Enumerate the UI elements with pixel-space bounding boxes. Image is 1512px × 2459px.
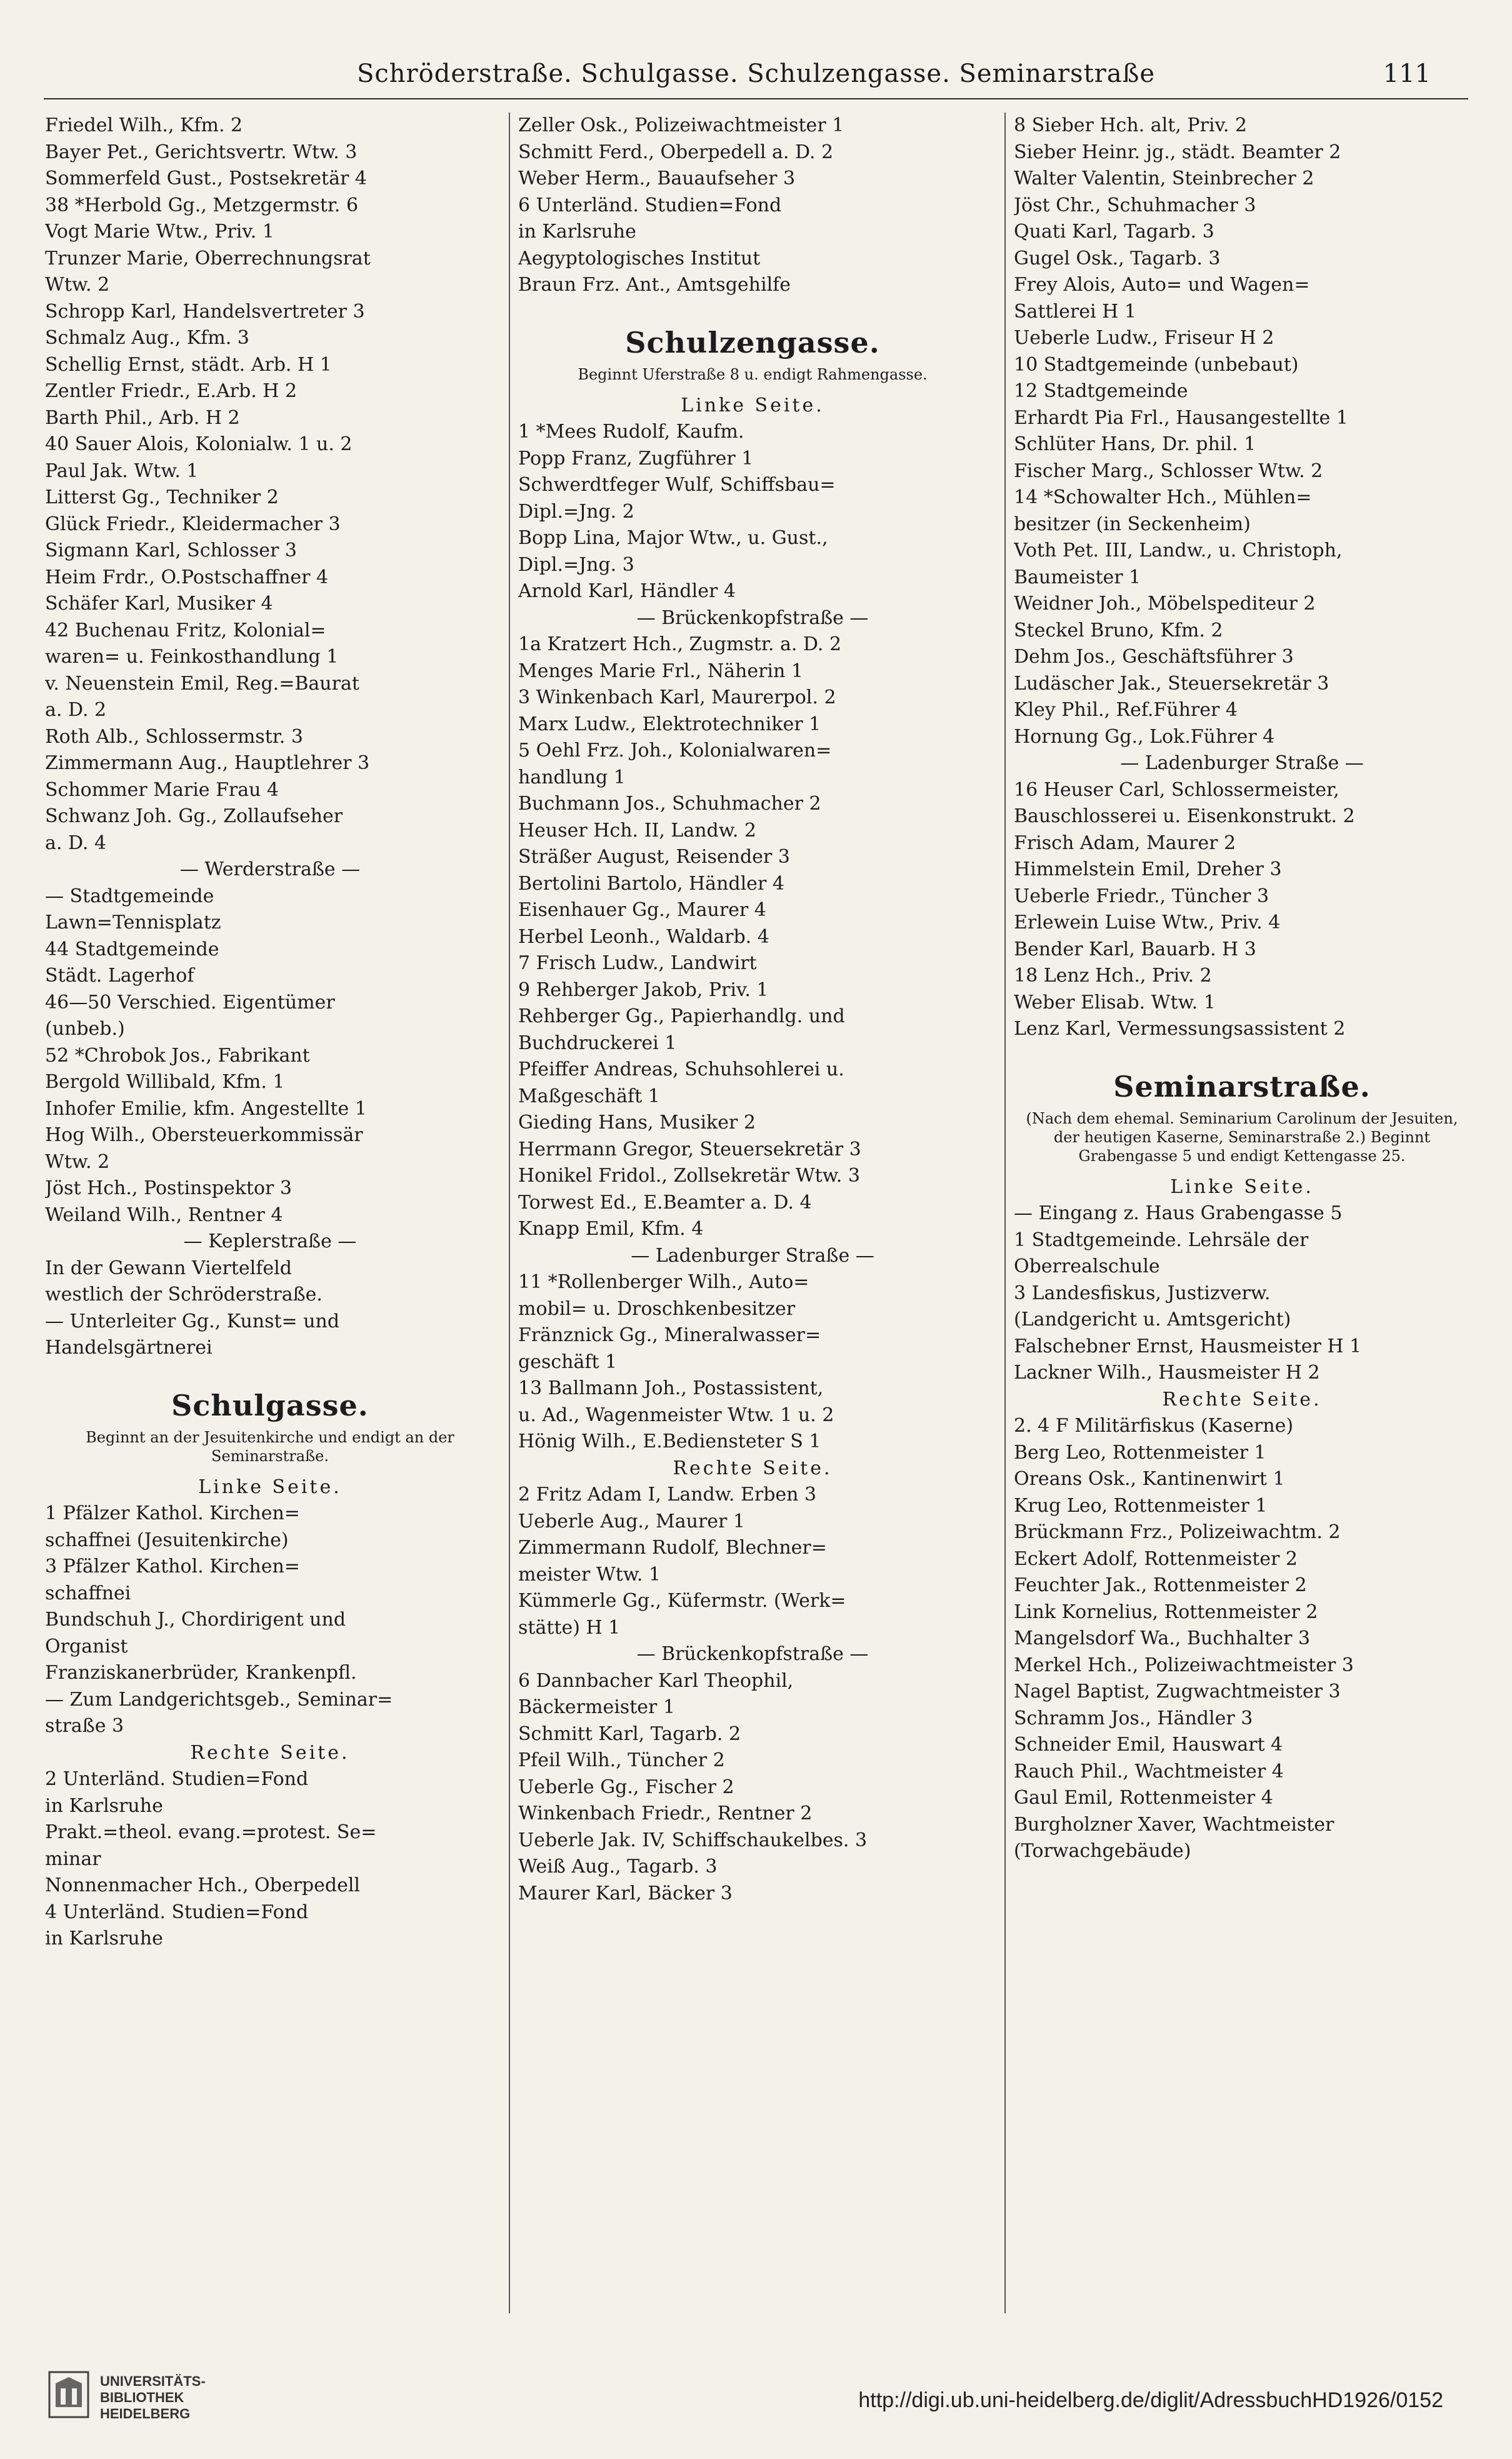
- directory-entry: Winkenbach Friedr., Rentner 2: [518, 1803, 813, 1824]
- directory-entry: Pfeil Wilh., Tüncher 2: [518, 1749, 725, 1771]
- directory-entry: straße 3: [45, 1715, 124, 1737]
- directory-entry: Nagel Baptist, Zugwachtmeister 3: [1014, 1681, 1341, 1702]
- directory-entry: Sigmann Karl, Schlosser 3: [45, 540, 298, 561]
- directory-entry: Ueberle Aug., Maurer 1: [518, 1510, 746, 1532]
- directory-entry: Torwest Ed., E.Beamter a. D. 4: [518, 1191, 812, 1214]
- directory-entry: minar: [45, 1848, 101, 1870]
- directory-entry: Zeller Osk., Polizeiwachtmeister 1: [518, 114, 844, 136]
- directory-entry: — Eingang z. Haus Grabengasse 5: [1014, 1202, 1343, 1224]
- directory-entry: 1 Pfälzer Kathol. Kirchen=: [45, 1502, 300, 1524]
- directory-entry: 6 Dannbacher Karl Theophil,: [518, 1669, 794, 1692]
- directory-entry: Buchdruckerei 1: [518, 1032, 677, 1054]
- street-heading: Schulgasse.: [171, 1388, 369, 1422]
- directory-entry: Bundschuh J., Chordirigent und: [45, 1609, 346, 1631]
- page-header: [0, 59, 1512, 97]
- directory-entry: Erlewein Luise Wtw., Priv. 4: [1014, 912, 1281, 933]
- directory-entry: Inhofer Emilie, kfm. Angestellte 1: [45, 1097, 367, 1120]
- directory-entry: Vogt Marie Wtw., Priv. 1: [45, 221, 274, 243]
- directory-entry: 14 *Schowalter Hch., Mühlen=: [1014, 486, 1312, 508]
- side-label: Linke Seite.: [681, 394, 824, 416]
- directory-entry: Sommerfeld Gust., Postsekretär 4: [45, 168, 367, 189]
- directory-entry: 46—50 Verschied. Eigentümer: [45, 991, 335, 1013]
- column-2: [518, 113, 987, 2313]
- directory-entry: Fränznick Gg., Mineralwasser=: [518, 1324, 821, 1346]
- directory-entry: 2 Unterländ. Studien=Fond: [45, 1768, 309, 1790]
- directory-entry: 12 Stadtgemeinde: [1014, 380, 1188, 402]
- directory-entry: in Karlsruhe: [518, 221, 636, 243]
- directory-entry: 1 *Mees Rudolf, Kaufm.: [518, 421, 744, 443]
- directory-entry: Friedel Wilh., Kfm. 2: [45, 114, 243, 136]
- directory-entry: Maßgeschäft 1: [518, 1085, 660, 1107]
- cross-street: — Ladenburger Straße —: [631, 1244, 874, 1267]
- directory-entry: 3 Landesfiskus, Justizverw.: [1014, 1282, 1271, 1304]
- directory-entry: Kümmerle Gg., Küfermstr. (Werk=: [518, 1590, 846, 1612]
- directory-entry: 1a Kratzert Hch., Zugmstr. a. D. 2: [518, 633, 842, 655]
- cross-street: — Werderstraße —: [179, 858, 361, 880]
- library-name-line: UNIVERSITÄTS-: [100, 2373, 206, 2389]
- directory-entry: Krug Leo, Rottenmeister 1: [1014, 1494, 1268, 1517]
- directory-entry: Mangelsdorf Wa., Buchhalter 3: [1014, 1627, 1310, 1649]
- directory-entry: Weber Herm., Bauaufseher 3: [518, 168, 796, 189]
- directory-entry: Schramm Jos., Händler 3: [1014, 1707, 1253, 1729]
- library-logo-icon: [47, 2370, 91, 2420]
- directory-entry: Knapp Emil, Kfm. 4: [518, 1218, 704, 1240]
- directory-entry: handlung 1: [518, 766, 626, 788]
- directory-entry: Schellig Ernst, städt. Arb. H 1: [45, 353, 332, 376]
- directory-entry: waren= u. Feinkosthandlung 1: [45, 646, 339, 668]
- directory-entry: — Zum Landgerichtsgeb., Seminar=: [45, 1688, 393, 1711]
- directory-entry: Falschebner Ernst, Hausmeister H 1: [1014, 1335, 1362, 1357]
- directory-entry: Ueberle Friedr., Tüncher 3: [1014, 885, 1269, 907]
- directory-entry: Wtw. 2: [45, 1150, 110, 1173]
- directory-entry: (unbeb.): [45, 1018, 125, 1040]
- directory-entry: 10 Stadtgemeinde (unbebaut): [1014, 353, 1299, 376]
- directory-entry: Oberrealschule: [1014, 1255, 1160, 1277]
- directory-entry: Schneider Emil, Hauswart 4: [1014, 1734, 1283, 1756]
- street-note: Beginnt Uferstraße 8 u. endigt Rahmengasse.: [578, 365, 928, 383]
- directory-entry: Wtw. 2: [45, 274, 110, 296]
- directory-entry: Roth Alb., Schlossermstr. 3: [45, 725, 303, 748]
- directory-entry: Steckel Bruno, Kfm. 2: [1014, 619, 1223, 641]
- directory-entry: Himmelstein Emil, Dreher 3: [1014, 858, 1282, 880]
- directory-entry: Schropp Karl, Handelsvertreter 3: [45, 300, 365, 323]
- directory-entry: Sträßer August, Reisender 3: [518, 846, 790, 868]
- directory-entry: Bergold Willibald, Kfm. 1: [45, 1071, 285, 1093]
- directory-entry: 40 Sauer Alois, Kolonialw. 1 u. 2: [45, 433, 353, 455]
- street-note: Beginnt an der Jesuitenkirche und endigt an der Seminarstraße.: [86, 1428, 454, 1465]
- directory-entry: Organist: [45, 1635, 128, 1657]
- directory-entry: Rehberger Gg., Papierhandlg. und: [518, 1005, 845, 1027]
- directory-entry: meister Wtw. 1: [518, 1563, 661, 1586]
- directory-entry: 7 Frisch Ludw., Landwirt: [518, 952, 757, 974]
- directory-entry: Hog Wilh., Obersteuerkommissär: [45, 1124, 363, 1146]
- directory-entry: Litterst Gg., Techniker 2: [45, 486, 279, 508]
- directory-entry: 8 Sieber Hch. alt, Priv. 2: [1014, 114, 1247, 136]
- directory-entry: Marx Ludw., Elektrotechniker 1: [518, 713, 821, 735]
- directory-entry: 18 Lenz Hch., Priv. 2: [1014, 965, 1212, 987]
- directory-entry: Gaul Emil, Rottenmeister 4: [1014, 1787, 1273, 1809]
- directory-entry: — Stadtgemeinde: [45, 885, 214, 907]
- directory-entry: a. D. 4: [45, 832, 107, 854]
- directory-entry: Bauschlosserei u. Eisenkonstrukt. 2: [1014, 805, 1355, 827]
- directory-entry: Lawn=Tennisplatz: [45, 912, 221, 933]
- side-label: Linke Seite.: [198, 1476, 342, 1498]
- directory-entry: Honikel Fridol., Zollsekretär Wtw. 3: [518, 1165, 860, 1187]
- directory-entry: Herrmann Gregor, Steuersekretär 3: [518, 1138, 861, 1160]
- library-name-line: HEIDELBERG: [100, 2406, 191, 2421]
- directory-entry: Ueberle Gg., Fischer 2: [518, 1776, 734, 1798]
- directory-entry: stätte) H 1: [518, 1616, 621, 1639]
- street-heading: Schulzengasse.: [625, 325, 880, 360]
- directory-entry: 3 Winkenbach Karl, Maurerpol. 2: [518, 686, 836, 708]
- directory-entry: Sieber Heinr. jg., städt. Beamter 2: [1014, 141, 1341, 163]
- directory-entry: 13 Ballmann Joh., Postassistent,: [518, 1377, 824, 1399]
- directory-entry: Oreans Osk., Kantinenwirt 1: [1014, 1468, 1285, 1490]
- directory-entry: Heim Frdr., O.Postschaffner 4: [45, 566, 329, 588]
- directory-entry: Zimmermann Aug., Hauptlehrer 3: [45, 752, 370, 774]
- directory-entry: 2. 4 F Militärfiskus (Kaserne): [1014, 1415, 1294, 1437]
- directory-entry: Quati Karl, Tagarb. 3: [1014, 221, 1214, 243]
- directory-entry: Pfeiffer Andreas, Schuhsohlerei u.: [518, 1059, 844, 1080]
- directory-entry: Merkel Hch., Polizeiwachtmeister 3: [1014, 1654, 1354, 1676]
- directory-entry: Eisenhauer Gg., Maurer 4: [518, 899, 766, 921]
- directory-entry: Hönig Wilh., E.Bediensteter S 1: [518, 1431, 821, 1452]
- directory-entry: Lackner Wilh., Hausmeister H 2: [1014, 1362, 1320, 1384]
- directory-entry: 2 Fritz Adam I, Landw. Erben 3: [518, 1484, 817, 1506]
- directory-entry: Glück Friedr., Kleidermacher 3: [45, 513, 341, 535]
- directory-entry: Erhardt Pia Frl., Hausangestellte 1: [1014, 406, 1348, 429]
- directory-entry: Link Kornelius, Rottenmeister 2: [1014, 1601, 1318, 1623]
- directory-entry: Bopp Lina, Major Wtw., u. Gust.,: [518, 527, 828, 549]
- directory-entry: besitzer (in Seckenheim): [1014, 513, 1251, 535]
- directory-entry: Fischer Marg., Schlosser Wtw. 2: [1014, 460, 1323, 482]
- directory-entry: schaffnei (Jesuitenkirche): [45, 1529, 289, 1551]
- directory-entry: Schäfer Karl, Musiker 4: [45, 593, 273, 615]
- directory-entry: Berg Leo, Rottenmeister 1: [1014, 1441, 1266, 1464]
- library-name-line: BIBLIOTHEK: [100, 2390, 184, 2405]
- directory-entry: Heuser Hch. II, Landw. 2: [518, 819, 757, 842]
- directory-entry: Weidner Joh., Möbelspediteur 2: [1014, 593, 1316, 615]
- directory-entry: 11 *Rollenberger Wilh., Auto=: [518, 1271, 809, 1293]
- directory-entry: Dipl.=Jng. 2: [518, 500, 634, 523]
- column-divider: [509, 113, 510, 2313]
- directory-entry: schaffnei: [45, 1582, 131, 1604]
- directory-entry: Prakt.=theol. evang.=protest. Se=: [45, 1821, 377, 1843]
- cross-street: — Brückenkopfstraße —: [636, 606, 869, 629]
- directory-entry: Walter Valentin, Steinbrecher 2: [1014, 168, 1314, 189]
- directory-entry: Arnold Karl, Händler 4: [518, 580, 736, 602]
- directory-entry: Menges Marie Frl., Näherin 1: [518, 660, 803, 682]
- directory-entry: Ueberle Jak. IV, Schiffschaukelbes. 3: [518, 1829, 868, 1851]
- directory-entry: Schmitt Ferd., Oberpedell a. D. 2: [518, 141, 834, 163]
- directory-entry: Franziskanerbrüder, Krankenpfl.: [45, 1662, 357, 1684]
- street-note: (Nach dem ehemal. Seminarium Carolinum der Jesuiten, der heutigen Kaserne, Seminarstraße 2.) Beginnt Grabengasse 5 und endigt Kettengasse 25.: [1026, 1109, 1458, 1165]
- directory-entry: v. Neuenstein Emil, Reg.=Baurat: [45, 672, 359, 695]
- directory-entry: Dehm Jos., Geschäftsführer 3: [1014, 646, 1294, 668]
- directory-entry: Kley Phil., Ref.Führer 4: [1014, 699, 1238, 721]
- directory-entry: Gieding Hans, Musiker 2: [518, 1112, 756, 1134]
- directory-entry: Zimmermann Rudolf, Blechner=: [518, 1537, 827, 1559]
- directory-entry: 44 Stadtgemeinde: [45, 938, 219, 960]
- directory-entry: Weiland Wilh., Rentner 4: [45, 1204, 283, 1226]
- directory-entry: 9 Rehberger Jakob, Priv. 1: [518, 978, 769, 1001]
- directory-entry: in Karlsruhe: [45, 1928, 163, 1949]
- directory-entry: Ueberle Ludw., Friseur H 2: [1014, 327, 1274, 349]
- directory-entry: Dipl.=Jng. 3: [518, 553, 634, 576]
- directory-entry: 38 *Herbold Gg., Metzgermstr. 6: [45, 194, 359, 216]
- directory-entry: geschäft 1: [518, 1350, 618, 1373]
- directory-entry: u. Ad., Wagenmeister Wtw. 1 u. 2: [518, 1404, 834, 1426]
- directory-entry: Feuchter Jak., Rottenmeister 2: [1014, 1574, 1307, 1596]
- directory-entry: — Unterleiter Gg., Kunst= und: [45, 1310, 340, 1332]
- directory-entry: (Landgericht u. Amtsgericht): [1014, 1309, 1291, 1330]
- directory-entry: Burgholzner Xaver, Wachtmeister: [1014, 1813, 1334, 1836]
- directory-entry: Ludäscher Jak., Steuersekretär 3: [1014, 672, 1329, 695]
- directory-entry: Brückmann Frz., Polizeiwachtm. 2: [1014, 1521, 1341, 1543]
- directory-entry: Schlüter Hans, Dr. phil. 1: [1014, 433, 1256, 455]
- cross-street: — Brückenkopfstraße —: [636, 1643, 869, 1665]
- directory-entry: Buchmann Jos., Schuhmacher 2: [518, 793, 821, 815]
- side-label: Rechte Seite.: [190, 1741, 350, 1764]
- directory-entry: in Karlsruhe: [45, 1794, 163, 1817]
- directory-entry: Voth Pet. III, Landw., u. Christoph,: [1014, 540, 1343, 561]
- directory-entry: Frey Alois, Auto= und Wagen=: [1014, 274, 1310, 296]
- directory-entry: Paul Jak. Wtw. 1: [45, 460, 199, 482]
- directory-entry: Weiß Aug., Tagarb. 3: [518, 1856, 718, 1878]
- source-url[interactable]: http://digi.ub.uni-heidelberg.de/diglit/AdressbuchHD1926/0152: [858, 2388, 1443, 2412]
- directory-entry: 52 *Chrobok Jos., Fabrikant: [45, 1044, 310, 1067]
- column-1: [45, 113, 495, 2313]
- directory-entry: Eckert Adolf, Rottenmeister 2: [1014, 1547, 1298, 1570]
- directory-columns: [45, 113, 1470, 2313]
- directory-entry: Hornung Gg., Lok.Führer 4: [1014, 725, 1275, 748]
- cross-street: — Ladenburger Straße —: [1120, 752, 1364, 774]
- directory-entry: Maurer Karl, Bäcker 3: [518, 1882, 733, 1904]
- directory-entry: Sattlerei H 1: [1014, 300, 1136, 323]
- directory-entry: Schmalz Aug., Kfm. 3: [45, 327, 249, 349]
- directory-entry: Baumeister 1: [1014, 566, 1141, 588]
- side-label: Rechte Seite.: [673, 1457, 833, 1479]
- column-divider: [1004, 113, 1006, 2313]
- directory-entry: In der Gewann Viertelfeld: [45, 1257, 292, 1279]
- directory-entry: westlich der Schröderstraße.: [45, 1284, 323, 1305]
- directory-entry: a. D. 2: [45, 699, 107, 721]
- directory-entry: Aegyptologisches Institut: [518, 247, 761, 269]
- directory-entry: mobil= u. Droschkenbesitzer: [518, 1297, 796, 1320]
- directory-entry: Barth Phil., Arb. H 2: [45, 406, 240, 429]
- directory-entry: Trunzer Marie, Oberrechnungsrat: [45, 247, 371, 269]
- side-label: Rechte Seite.: [1162, 1388, 1322, 1411]
- directory-entry: Schwanz Joh. Gg., Zollaufseher: [45, 805, 343, 827]
- directory-entry: Handelsgärtnerei: [45, 1337, 213, 1359]
- directory-entry: Bertolini Bartolo, Händler 4: [518, 872, 784, 895]
- directory-entry: (Torwachgebäude): [1014, 1840, 1191, 1862]
- directory-entry: 4 Unterländ. Studien=Fond: [45, 1901, 309, 1923]
- directory-entry: 42 Buchenau Fritz, Kolonial=: [45, 619, 326, 641]
- directory-entry: Schommer Marie Frau 4: [45, 778, 279, 801]
- directory-entry: Frisch Adam, Maurer 2: [1014, 832, 1236, 854]
- directory-entry: Weber Elisab. Wtw. 1: [1014, 991, 1216, 1013]
- directory-entry: Nonnenmacher Hch., Oberpedell: [45, 1874, 361, 1896]
- cross-street: — Keplerstraße —: [183, 1230, 357, 1252]
- page-number: 111: [1383, 59, 1431, 88]
- directory-entry: Popp Franz, Zugführer 1: [518, 447, 754, 470]
- directory-entry: Lenz Karl, Vermessungsassistent 2: [1014, 1018, 1346, 1040]
- directory-entry: Gugel Osk., Tagarb. 3: [1014, 247, 1221, 269]
- directory-entry: 5 Oehl Frz. Joh., Kolonialwaren=: [518, 740, 832, 762]
- running-title: Schröderstraße. Schulgasse. Schulzengasse. Seminarstraße: [356, 59, 1155, 88]
- directory-entry: Zentler Friedr., E.Arb. H 2: [45, 380, 298, 402]
- directory-entry: Herbel Leonh., Waldarb. 4: [518, 925, 769, 948]
- directory-entry: Städt. Lagerhof: [45, 965, 194, 987]
- directory-entry: Bender Karl, Bauarb. H 3: [1014, 938, 1256, 960]
- street-heading: Seminarstraße.: [1113, 1069, 1371, 1104]
- page-footer: [0, 2351, 1512, 2438]
- directory-entry: Jöst Hch., Postinspektor 3: [45, 1177, 292, 1199]
- directory-entry: Jöst Chr., Schuhmacher 3: [1014, 194, 1256, 216]
- directory-entry: 1 Stadtgemeinde. Lehrsäle der: [1014, 1229, 1309, 1251]
- directory-entry: Braun Frz. Ant., Amtsgehilfe: [518, 274, 791, 296]
- library-name: [100, 2373, 206, 2422]
- side-label: Linke Seite.: [1170, 1175, 1314, 1198]
- directory-entry: Rauch Phil., Wachtmeister 4: [1014, 1760, 1284, 1783]
- directory-entry: 6 Unterländ. Studien=Fond: [518, 194, 782, 216]
- directory-entry: Schmitt Karl, Tagarb. 2: [518, 1722, 741, 1745]
- directory-entry: Bayer Pet., Gerichtsvertr. Wtw. 3: [45, 141, 358, 163]
- directory-entry: 3 Pfälzer Kathol. Kirchen=: [45, 1556, 300, 1577]
- directory-entry: Bäckermeister 1: [518, 1696, 675, 1718]
- header-rule: [44, 98, 1468, 99]
- directory-entry: Schwerdtfeger Wulf, Schiffsbau=: [518, 474, 836, 496]
- column-3: [1014, 113, 1470, 2313]
- directory-entry: 16 Heuser Carl, Schlossermeister,: [1014, 778, 1339, 801]
